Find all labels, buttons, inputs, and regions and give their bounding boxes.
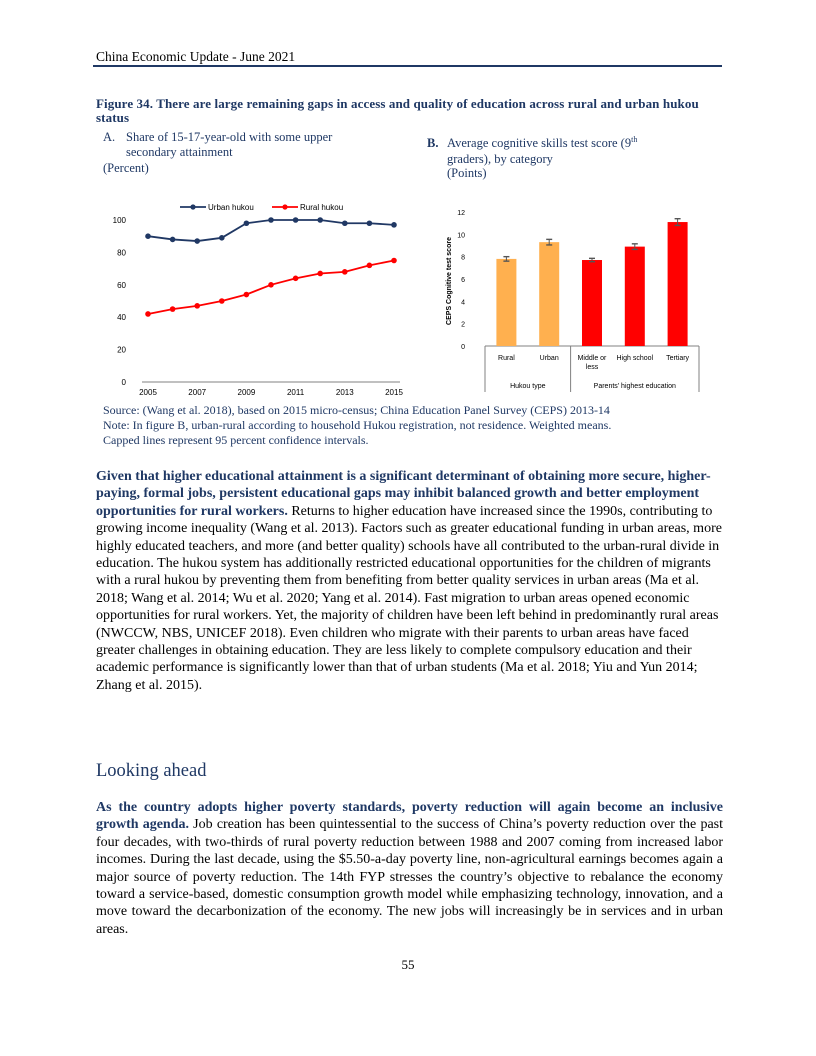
data-point-urban xyxy=(219,235,225,241)
data-point-urban xyxy=(194,238,200,244)
panel-a-title xyxy=(103,130,393,160)
legend-marker xyxy=(190,204,195,209)
paragraph1-text: Returns to higher education have increased since the 1990s, contributing to growing income inequality (Wang et al. 2013). Factors such as greater educational funding in urban areas, more highly educated teachers, and more (and better quality) schools have all contributed to the urban-rural divide in education. The hukou system has additionally restricted educational opportunities for the children of migrants with a rural hukou by preventing them from benefiting from better quality services in urban areas (Ma et al. 2018; Wang et al. 2014; Wu et al. 2020; Yang et al. 2014). Fast migration to urban areas opened economic opportunities for rural workers. Yet, the majority of children have been left behind in predominantly rural areas (NWCCW, NBS, UNICEF 2018). Even children who migrate with their parents to urban areas have faced greater challenges in obtaining education. They are less likely to complete compulsory education and their academic performance is significantly lower than that of urban students (Ma et al. 2018; Yiu and Yun 2014; Zhang et al. 2015). xyxy=(96,503,722,693)
paragraph1-lead: Given that higher educational attainment is a significant determinant of obtaining more secure, higher-paying, formal jobs, persistent educational gaps may inhibit balanced growth and better employment opportunities for rural workers. xyxy=(96,469,711,519)
data-point-urban xyxy=(268,217,274,223)
x-tick-label: Tertiary xyxy=(666,355,690,362)
source-line: Source: (Wang et al. 2018), based on 2015 micro-census; China Education Panel Survey (CEPS) 2013-14 xyxy=(103,403,610,417)
panel-b-title-line1: Average cognitive skills test score (9 xyxy=(447,136,632,151)
y-tick-label: 60 xyxy=(117,280,126,290)
data-point-rural xyxy=(244,292,250,298)
legend-label: Rural hukou xyxy=(300,203,344,212)
panel-b-title-line2: graders), by category xyxy=(447,152,553,167)
y-axis-title: CEPS Cognitive test score xyxy=(446,237,453,325)
legend-marker xyxy=(282,204,287,209)
data-point-urban xyxy=(391,222,397,228)
data-point-rural xyxy=(367,263,373,269)
bar-chart-cognitive-score xyxy=(437,200,717,400)
bar-2 xyxy=(582,260,602,346)
header-rule xyxy=(93,65,722,67)
bar-3 xyxy=(625,247,645,346)
y-tick-label: 10 xyxy=(457,232,465,240)
panel-a-unit: (Percent) xyxy=(103,161,149,175)
panel-b-title-sup: th xyxy=(631,135,638,144)
figure-source xyxy=(103,403,723,448)
x-tick-label-cont: less xyxy=(585,364,599,371)
panel-b-title xyxy=(427,132,717,167)
bar-4 xyxy=(668,222,688,346)
bar-1 xyxy=(539,242,559,346)
panel-a-title-line2: secondary attainment xyxy=(126,145,233,159)
y-tick-label: 12 xyxy=(457,210,465,217)
group-label-parents: Parents' highest education xyxy=(593,383,676,390)
paragraph-poverty-standards xyxy=(96,799,723,938)
page-number: 55 xyxy=(401,957,415,972)
x-tick-label: 2015 xyxy=(385,388,403,397)
y-tick-label: 0 xyxy=(461,344,465,351)
bar-0 xyxy=(496,259,516,346)
data-point-rural xyxy=(342,269,348,275)
legend-label: Urban hukou xyxy=(208,203,254,212)
y-tick-label: 0 xyxy=(121,378,126,387)
y-tick-label: 4 xyxy=(461,299,465,307)
paragraph2-lead: As the country adopts higher poverty standards, poverty reduction will again become an inclusive growth agenda. xyxy=(96,800,723,833)
paragraph-education-gaps xyxy=(96,468,723,694)
series-line-urban xyxy=(148,220,394,241)
panel-a-title-line1: Share of 15-17-year-old with some upper xyxy=(126,130,333,144)
line-chart-upper-secondary xyxy=(100,195,410,405)
data-point-rural xyxy=(268,282,274,288)
x-tick-label: 2009 xyxy=(237,388,256,397)
x-tick-label: 2011 xyxy=(286,388,305,397)
data-point-urban xyxy=(145,233,151,239)
x-tick-label: Urban xyxy=(539,355,559,362)
x-tick-label: Middle or xyxy=(577,355,607,362)
note-line-1: Note: In figure B, urban-rural according to household Hukou registration, not residence. Weighted means. xyxy=(103,418,612,432)
data-point-rural xyxy=(170,306,176,312)
note-line-2: Capped lines represent 95 percent confidence intervals. xyxy=(103,433,369,447)
data-point-urban xyxy=(342,220,348,226)
group-label-hukou: Hukou type xyxy=(510,383,546,390)
data-point-rural xyxy=(391,258,397,264)
data-point-urban xyxy=(244,220,250,226)
data-point-urban xyxy=(317,217,323,223)
running-head: China Economic Update - June 2021 xyxy=(96,49,296,64)
x-tick-label: 2007 xyxy=(188,388,207,397)
y-tick-label: 20 xyxy=(117,345,126,355)
x-tick-label: Rural xyxy=(498,355,515,362)
y-tick-label: 6 xyxy=(461,277,465,284)
y-tick-label: 40 xyxy=(117,313,126,323)
panel-b-unit: (Points) xyxy=(447,166,487,180)
y-tick-label: 8 xyxy=(461,254,465,262)
data-point-urban xyxy=(170,237,176,243)
data-point-rural xyxy=(219,298,225,304)
y-tick-label: 100 xyxy=(112,216,126,225)
x-tick-label: 2013 xyxy=(335,388,354,397)
x-tick-label: High school xyxy=(616,355,654,362)
data-point-urban xyxy=(367,220,373,226)
y-tick-label: 80 xyxy=(117,248,126,258)
data-point-urban xyxy=(293,217,299,223)
x-tick-label: 2005 xyxy=(139,388,157,397)
paragraph2-text: Job creation has been quintessential to the success of China’s poverty reduction over the past four decades, with two-thirds of rural poverty reduction between 1988 and 2007 coming from increased labor incomes. During the last decade, using the $5.50-a-day poverty line, non-agricultural earnings becomes again a major source of poverty reduction. The 14th FYP stresses the country’s objective to rebalance the economy toward a service-based, domestic consumption growth model while emphasizing technology, innovation, and a move toward the decarbonization of the economy. The new jobs will increasingly be in services and in urban areas. xyxy=(96,817,723,937)
data-point-rural xyxy=(293,276,299,282)
panel-b-tag: B. xyxy=(427,136,439,151)
data-point-rural xyxy=(145,311,151,317)
figure-title: Figure 34. There are large remaining gaps in access and quality of education across rural and urban hukou status xyxy=(96,96,699,125)
y-tick-label: 2 xyxy=(461,321,465,329)
panel-a-tag: A. xyxy=(103,130,116,144)
section-heading: Looking ahead xyxy=(96,761,207,781)
data-point-rural xyxy=(194,303,200,309)
data-point-rural xyxy=(317,271,323,277)
